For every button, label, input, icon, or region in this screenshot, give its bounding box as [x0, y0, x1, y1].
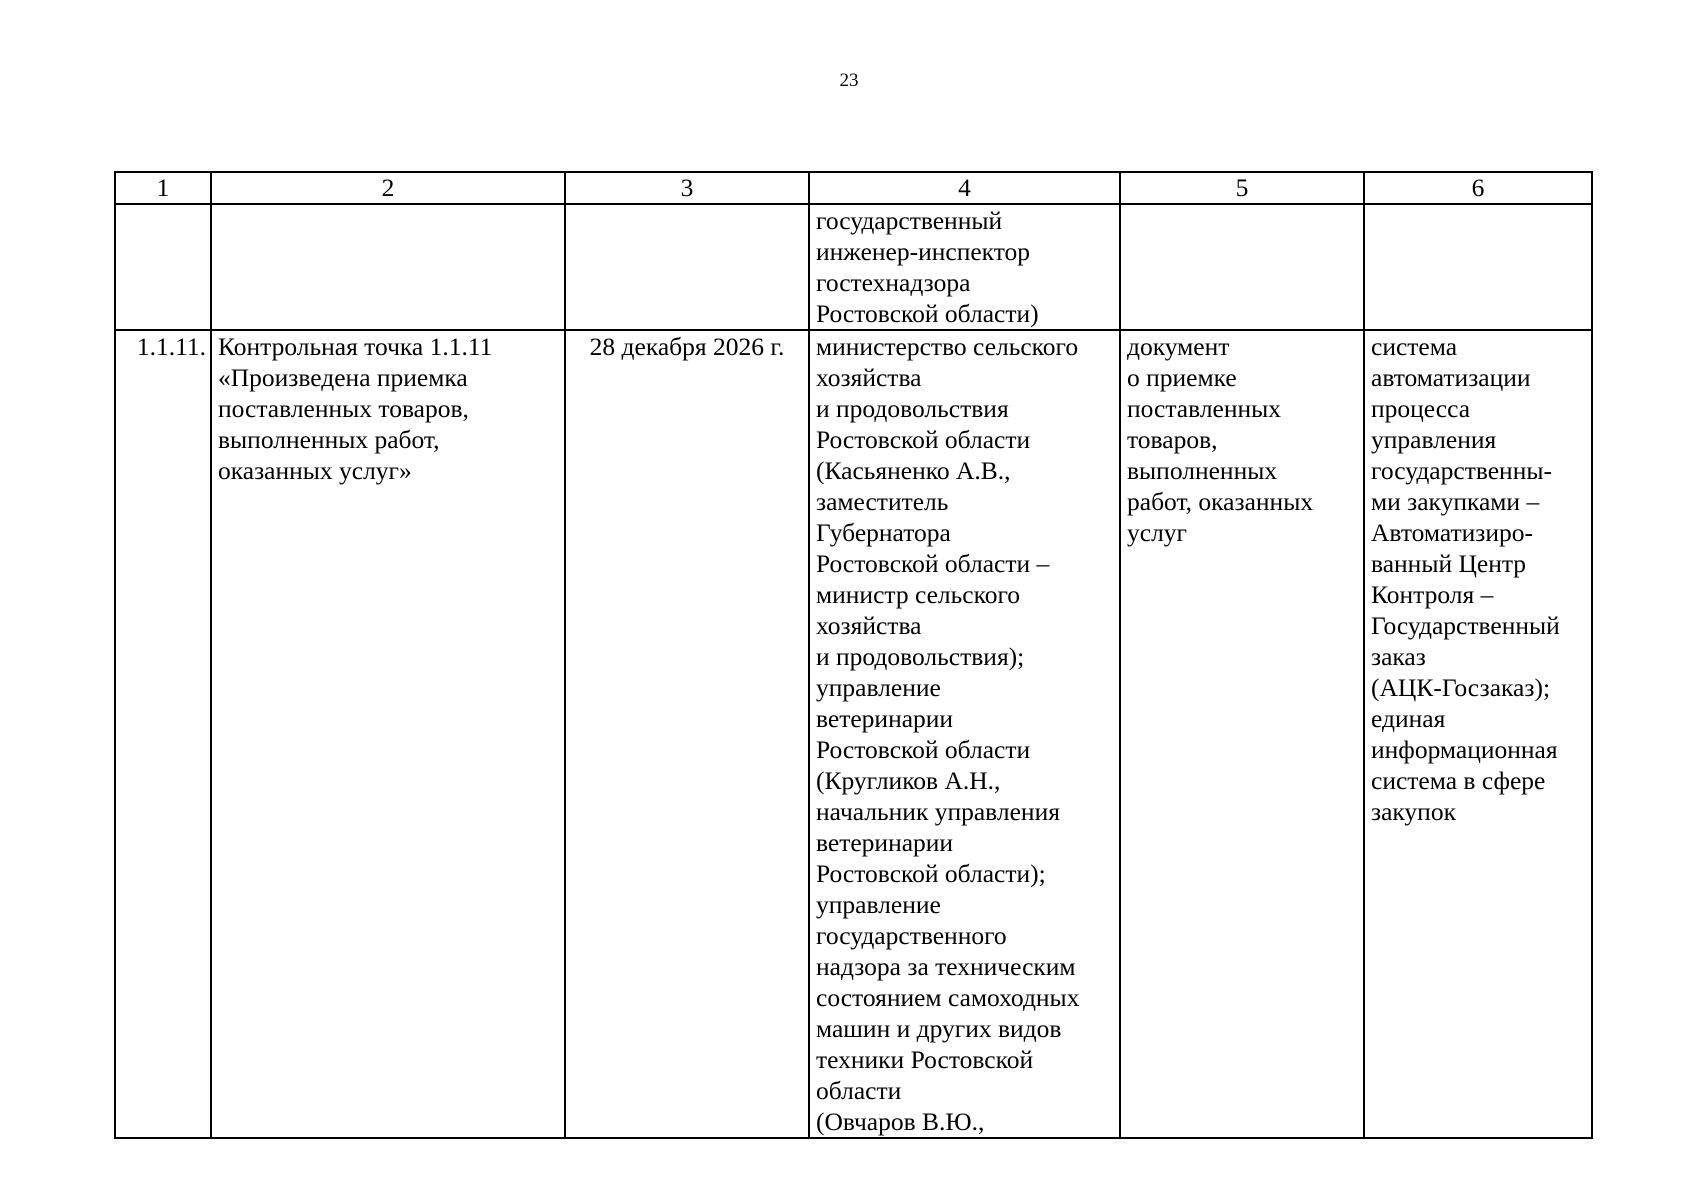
row-number-cell	[115, 204, 211, 330]
plan-table	[114, 171, 1593, 1139]
document-cell	[1120, 204, 1364, 330]
document-cell: документ о приемке поставленных товаров, выполненных работ, оказанных услуг	[1120, 330, 1364, 1138]
responsible-cell: министерство сельского хозяйства и продовольствия Ростовской области (Касьяненко А.В., заместитель Губернатора Ростовской области – министр сельского хозяйства и продовольствия); управление ветеринарии Ростовской области (Кругликов А.Н., начальник управления ветеринарии Ростовской области); управление государственного надзора за техническим состоянием самоходных машин и других видов техники Ростовской области (Овчаров В.Ю.,	[809, 330, 1120, 1138]
column-number-cell: 2	[211, 172, 565, 204]
column-number-row	[115, 172, 1592, 204]
page-number: 23	[839, 70, 859, 91]
table-row	[115, 204, 1592, 330]
event-cell	[211, 204, 565, 330]
table-row	[115, 330, 1592, 1138]
column-number-cell: 1	[115, 172, 211, 204]
event-cell: Контрольная точка 1.1.11 «Произведена приемка поставленных товаров, выполненных работ, оказанных услуг»	[211, 330, 565, 1138]
column-number-cell: 3	[565, 172, 809, 204]
system-cell	[1364, 204, 1592, 330]
column-number-cell: 4	[809, 172, 1120, 204]
row-number-cell: 1.1.11.	[115, 330, 211, 1138]
system-cell: система автоматизации процесса управления государственны- ми закупками – Автоматизиро- ванный Центр Контроля – Государственный заказ (АЦК-Госзаказ); единая информационная система в сфере закупок	[1364, 330, 1592, 1138]
deadline-cell	[565, 204, 809, 330]
column-number-cell: 6	[1364, 172, 1592, 204]
deadline-cell: 28 декабря 2026 г.	[565, 330, 809, 1138]
responsible-cell: государственный инженер-инспектор гостехнадзора Ростовской области)	[809, 204, 1120, 330]
column-number-cell: 5	[1120, 172, 1364, 204]
